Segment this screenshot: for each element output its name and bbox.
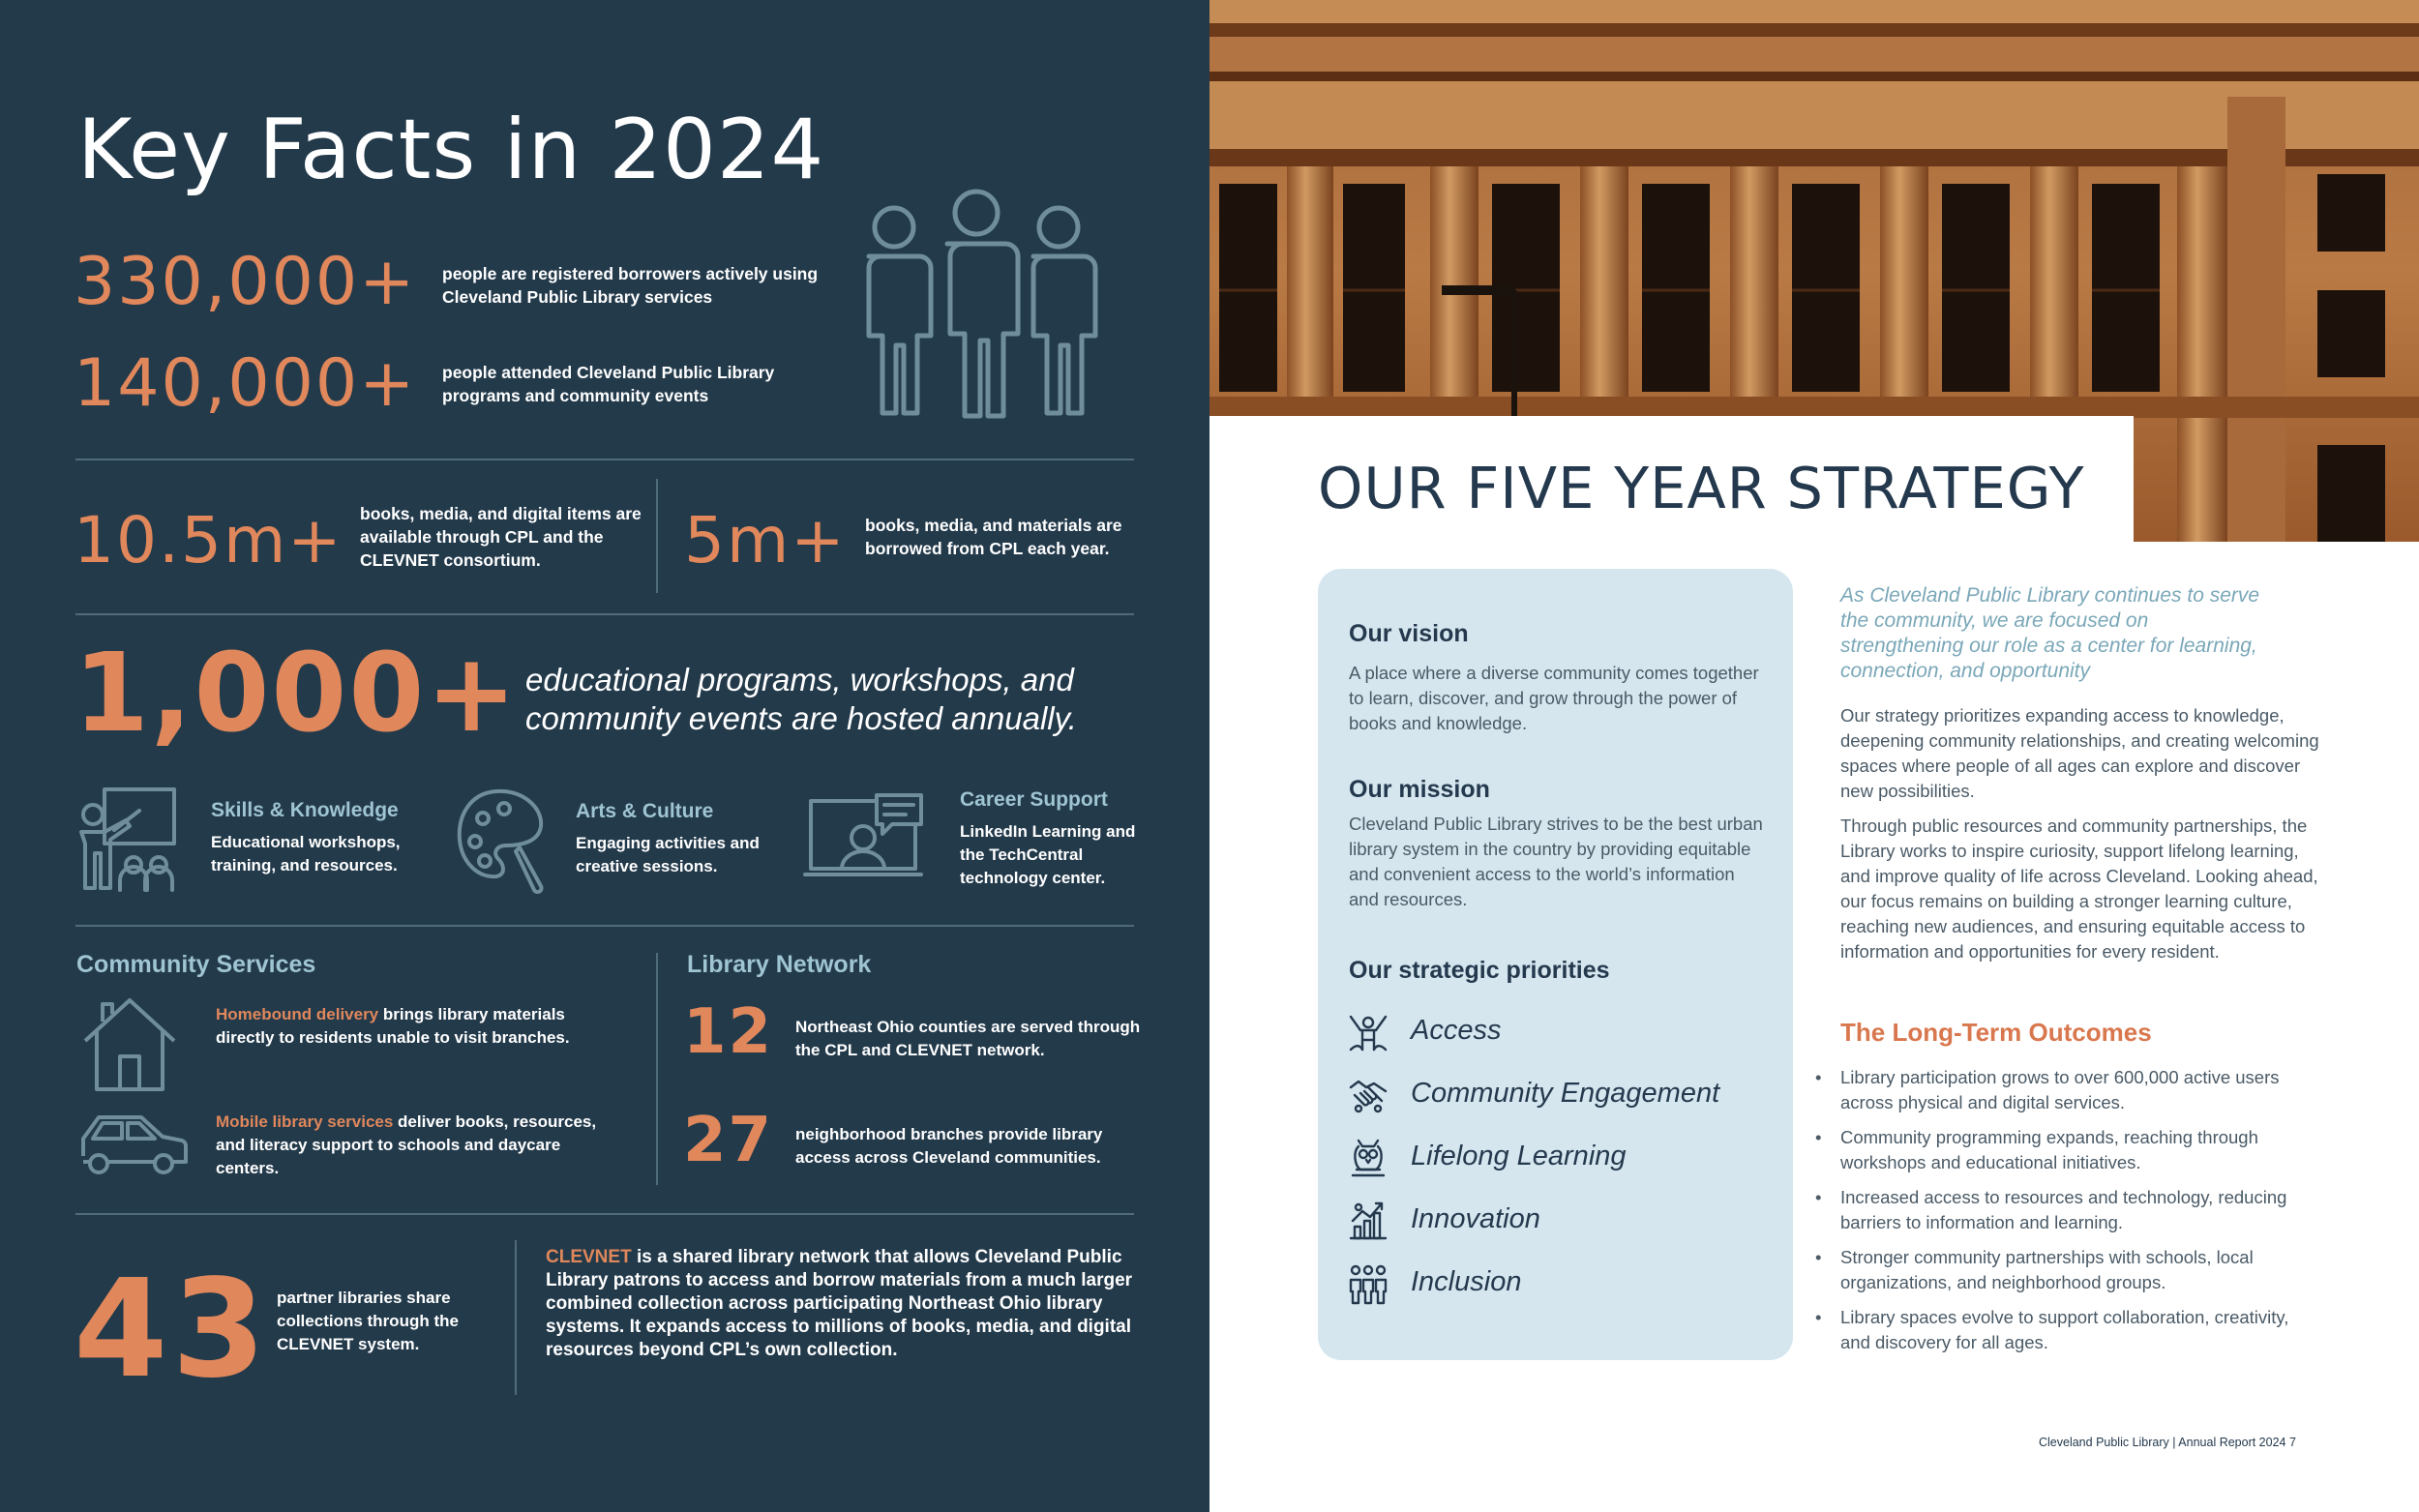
- priority-label: Lifelong Learning: [1411, 1141, 1627, 1171]
- programs-text: educational programs, workshops, and community events are hosted annually.: [525, 662, 1077, 736]
- branches-number: 27: [683, 1105, 774, 1176]
- counties-text: Northeast Ohio counties are served through the CPL and CLEVNET network.: [795, 1018, 1141, 1059]
- feature-career-text: LinkedIn Learning and the TechCentral technology center.: [960, 822, 1136, 887]
- vertical-divider: [656, 479, 658, 593]
- people-group-icon: [846, 189, 1107, 421]
- borrowed-text: books, media, and materials are borrowed from CPL each year.: [865, 516, 1122, 558]
- priority-label: Community Engagement: [1411, 1078, 1720, 1109]
- borrowed-number: 5m+: [684, 503, 847, 578]
- list-item: • Community programming expands, reaching through workshops and educational initiatives.: [1815, 1125, 2318, 1175]
- priorities-heading: Our strategic priorities: [1349, 957, 1610, 984]
- divider: [75, 459, 1134, 460]
- owl-icon: [1347, 1137, 1389, 1179]
- feature-career-title: Career Support: [960, 788, 1108, 811]
- clevnet-text: CLEVNET is a shared library network that allows Cleveland Public Library patrons to access and borrow materials from a much larger combined collection across participating Northeast Ohio library systems. It expands access to millions of books, media, and digital resources beyond CPL’s own collection.: [546, 1247, 1133, 1360]
- mobile-services-text: Mobile library services deliver books, resources, and literacy support to schools and daycare centers.: [216, 1112, 597, 1177]
- feature-skills-title: Skills & Knowledge: [211, 799, 399, 821]
- key-facts-title: Key Facts in 2024: [77, 102, 825, 198]
- list-item: • Stronger community partnerships with schools, local organizations, and neighborhood groups.: [1815, 1245, 2318, 1295]
- handshake-icon: [1347, 1074, 1389, 1116]
- attendees-number: 140,000+: [74, 345, 417, 422]
- library-network-title: Library Network: [687, 951, 872, 978]
- palette-icon: [454, 786, 551, 894]
- list-item: • Library participation grows to over 600,000 active users across physical and digital services.: [1815, 1065, 2318, 1115]
- collection-text: books, media, and digital items are available through CPL and the CLEVNET consortium.: [360, 504, 642, 570]
- list-item: • Increased access to resources and technology, reducing barriers to information and learning.: [1815, 1185, 2318, 1235]
- strategy-title: OUR FIVE YEAR STRATEGY: [1318, 455, 2085, 521]
- strategy-paragraph-1: Our strategy prioritizes expanding access to knowledge, deepening community relationships, and creating welcoming spaces where people of all ages can explore and discover new possibilities.: [1840, 705, 2319, 801]
- feature-skills-text: Educational workshops, training, and resources.: [211, 833, 401, 875]
- borrowers-text: people are registered borrowers actively using Cleveland Public Library services: [442, 264, 819, 307]
- priority-label: Innovation: [1411, 1203, 1540, 1234]
- community-services-title: Community Services: [76, 951, 316, 978]
- car-icon: [77, 1108, 190, 1181]
- vision-text: A place where a diverse community comes together to learn, discover, and grow through the power of books and knowledge.: [1349, 663, 1759, 733]
- house-icon: [81, 993, 178, 1093]
- partners-text: partner libraries share collections through the CLEVNET system.: [277, 1289, 459, 1353]
- divider: [75, 925, 1134, 927]
- person-arms-up-icon: [1347, 1011, 1389, 1053]
- list-item: • Library spaces evolve to support collaboration, creativity, and discovery for all ages.: [1815, 1305, 2318, 1355]
- collection-number: 10.5m+: [74, 503, 343, 578]
- priority-label: Access: [1411, 1015, 1502, 1046]
- priority-label: Inclusion: [1411, 1266, 1522, 1297]
- feature-arts-title: Arts & Culture: [576, 800, 714, 822]
- counties-number: 12: [683, 996, 774, 1068]
- borrowers-number: 330,000+: [74, 244, 417, 320]
- outcomes-list: [1815, 1065, 2318, 1365]
- divider: [75, 1213, 1134, 1215]
- mission-text: Cleveland Public Library strives to be the best urban library system in the country by providing equitable and convenient access to the world’s information and resources.: [1349, 814, 1763, 909]
- video-call-laptop-icon: [803, 791, 929, 884]
- page-footer: Cleveland Public Library | Annual Report 2024 7: [2039, 1436, 2296, 1449]
- divider: [75, 613, 1134, 615]
- attendees-text: people attended Cleveland Public Library programs and community events: [442, 363, 775, 405]
- feature-arts-text: Engaging activities and creative sessions.: [576, 834, 760, 875]
- strategy-paragraph-2: Through public resources and community partnerships, the Library works to inspire curiosity, support lifelong learning, and improve quality of life across Cleveland. Looking ahead, our focus remains on building a stronger learning culture, reaching new audiences, and ensuring equitable access to information and opportunities for every resident.: [1840, 815, 2318, 962]
- mission-heading: Our mission: [1349, 776, 1490, 803]
- outcomes-heading: The Long-Term Outcomes: [1840, 1018, 2152, 1047]
- growth-chart-icon: [1347, 1200, 1389, 1242]
- partners-number: 43: [74, 1251, 270, 1408]
- strategy-lead: As Cleveland Public Library continues to serve the community, we are focused on strengthening our role as a center for learning, connection, and opportunity: [1840, 584, 2260, 682]
- homebound-text: Homebound delivery brings library materials directly to residents unable to visit branches.: [216, 1005, 570, 1047]
- vertical-divider: [656, 953, 658, 1185]
- branches-text: neighborhood branches provide library access across Cleveland communities.: [795, 1125, 1103, 1167]
- programs-number: 1,000+: [74, 631, 520, 756]
- vision-heading: Our vision: [1349, 620, 1469, 647]
- group-people-icon: [1347, 1262, 1389, 1305]
- teacher-board-icon: [75, 786, 180, 892]
- vertical-divider: [515, 1240, 517, 1395]
